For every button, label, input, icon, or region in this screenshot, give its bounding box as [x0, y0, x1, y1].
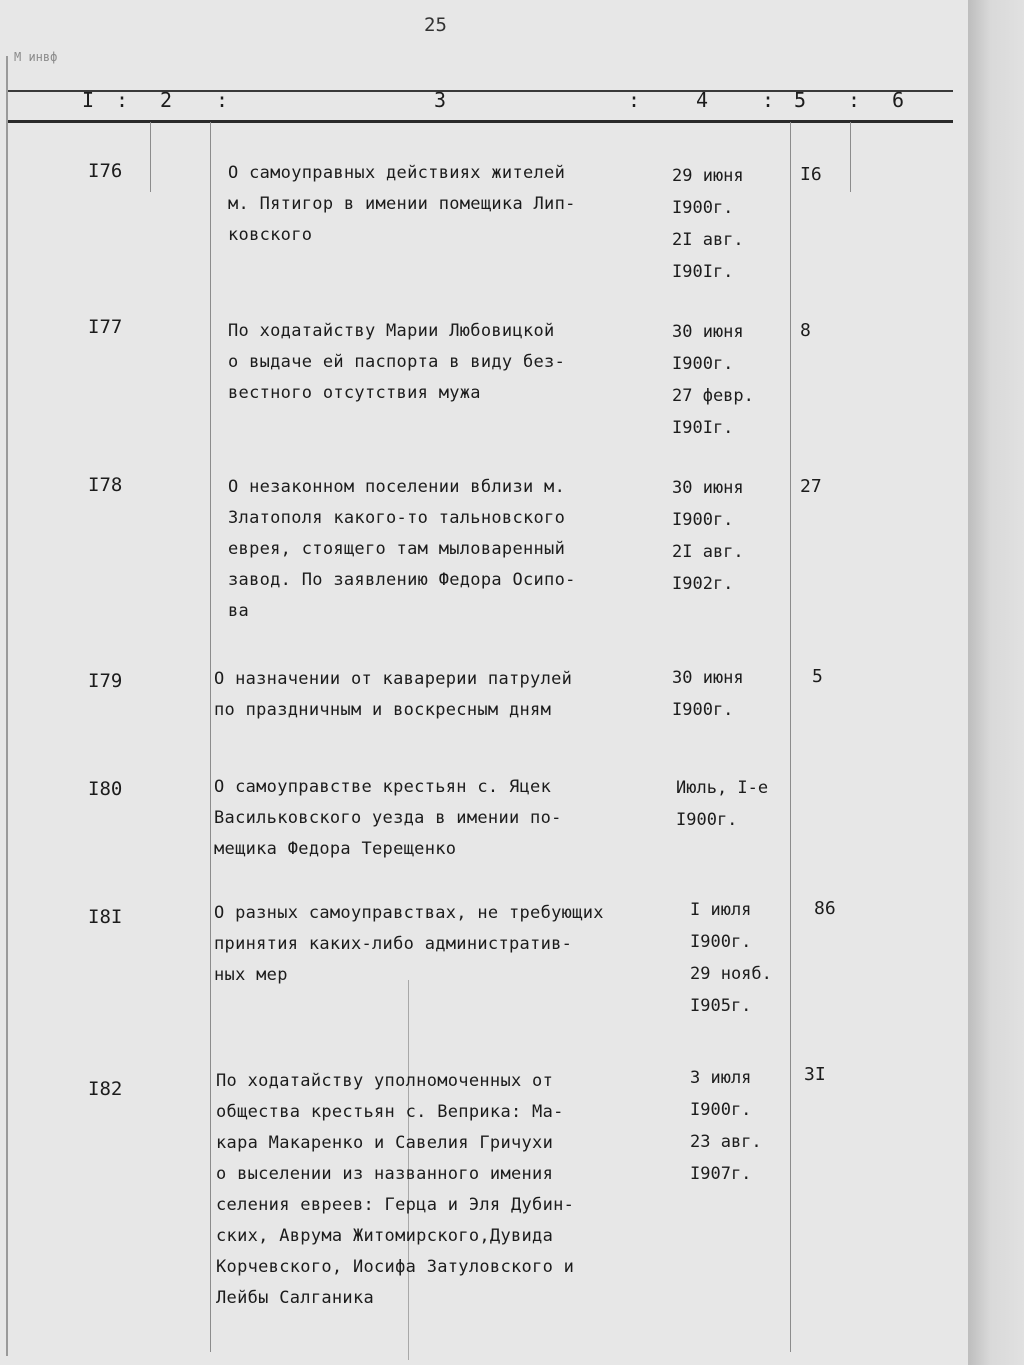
record-date: 29 июня: [672, 166, 744, 186]
record-date: 3 июля: [690, 1068, 752, 1088]
header-sep: :: [216, 88, 229, 112]
record-date: 30 июня: [672, 478, 744, 498]
column-divider: [850, 122, 851, 192]
record-title-line: кара Макаренко и Савелия Гричухи: [216, 1133, 554, 1153]
header-sep: :: [116, 88, 129, 112]
header-sep: :: [628, 88, 641, 112]
record-date: 2I авг.: [672, 230, 744, 250]
record-date: 30 июня: [672, 668, 744, 688]
header-col-3: 3: [434, 88, 447, 112]
record-sheet-count: 27: [800, 476, 822, 497]
record-title-line: О назначении от каварерии патрулей: [214, 669, 573, 689]
record-date: I90Iг.: [672, 262, 734, 282]
record-date: I902г.: [672, 574, 734, 594]
record-title-line: Златополя какого-то тальновского: [228, 508, 566, 528]
record-date: I июля: [690, 900, 752, 920]
record-date: I900г.: [672, 354, 734, 374]
record-title-line: По ходатайству уполномоченных от: [216, 1071, 554, 1091]
record-sheet-count: I6: [800, 164, 822, 185]
record-title-line: О незаконном поселении вблизи м.: [228, 477, 566, 497]
record-number: I77: [88, 316, 123, 338]
record-title-line: О самоуправстве крестьян с. Яцек: [214, 777, 552, 797]
record-title-line: еврея, стоящего там мыловаренный: [228, 539, 566, 559]
record-sheet-count: 8: [800, 320, 811, 341]
record-date: I900г.: [676, 810, 738, 830]
record-date: I900г.: [690, 1100, 752, 1120]
record-date: I907г.: [690, 1164, 752, 1184]
record-date: 30 июня: [672, 322, 744, 342]
record-date: I90Iг.: [672, 418, 734, 438]
record-number: I78: [88, 474, 123, 496]
record-title-line: о выдаче ей паспорта в виду без-: [228, 352, 566, 372]
next-page-edge: [968, 0, 1024, 1365]
record-title-line: Корчевского, Иосифа Затуловского и: [216, 1257, 575, 1277]
record-number: I76: [88, 160, 123, 182]
record-title-line: О разных самоуправствах, не требующих: [214, 903, 604, 923]
record-date: I900г.: [672, 198, 734, 218]
record-title-line: О самоуправных действиях жителей: [228, 163, 566, 183]
column-divider: [790, 122, 791, 1352]
record-title-line: завод. По заявлению Федора Осипо-: [228, 570, 576, 590]
record-title-line: общества крестьян с. Веприка: Ма-: [216, 1102, 564, 1122]
record-title-line: По ходатайству Марии Любовицкой: [228, 321, 555, 341]
corner-note: М инвф: [14, 50, 58, 64]
header-sep: :: [848, 88, 861, 112]
record-title-line: селения евреев: Герца и Эля Дубин-: [216, 1195, 575, 1215]
record-date: I900г.: [672, 700, 734, 720]
record-title-line: ва: [228, 601, 250, 621]
record-number: I8I: [88, 906, 123, 928]
record-date: I900г.: [690, 932, 752, 952]
record-date: 23 авг.: [690, 1132, 762, 1152]
header-sep: :: [762, 88, 775, 112]
record-title-line: Лейбы Салганика: [216, 1288, 375, 1308]
column-header-row: [0, 88, 968, 118]
record-title-line: ских, Аврума Житомирского,Дувида: [216, 1226, 554, 1246]
record-title-line: по праздничным и воскресным дням: [214, 700, 552, 720]
record-title-line: м. Пятигор в имении помещика Лип-: [228, 194, 576, 214]
header-col-4: 4: [696, 88, 709, 112]
page-number: 25: [424, 14, 447, 36]
bleed-through-text: [210, 256, 682, 287]
record-sheet-count: 3I: [804, 1064, 826, 1085]
record-title-line: Васильковского уезда в имении по-: [214, 808, 562, 828]
record-title-line: о выселении из названного имения: [216, 1164, 554, 1184]
header-col-5: 5: [794, 88, 807, 112]
record-number: I79: [88, 670, 123, 692]
record-title-line: ковского: [228, 225, 313, 245]
record-date: I900г.: [672, 510, 734, 530]
record-date: 2I авг.: [672, 542, 744, 562]
record-date: 29 нояб.: [690, 964, 772, 984]
record-date: Июль, I-е: [676, 778, 769, 798]
record-title-line: принятия каких-либо административ-: [214, 934, 573, 954]
margin-line: [6, 56, 8, 1356]
record-date: 27 февр.: [672, 386, 754, 406]
record-sheet-count: 86: [814, 898, 836, 919]
record-title-line: вестного отсутствия мужа: [228, 383, 481, 403]
record-title-line: мещика Федора Терещенко: [214, 839, 457, 859]
header-col-6: 6: [892, 88, 905, 112]
record-sheet-count: 5: [812, 666, 823, 687]
column-divider: [150, 122, 151, 192]
column-divider: [210, 122, 211, 1352]
header-col-2: 2: [160, 88, 173, 112]
record-title-line: ных мер: [214, 965, 288, 985]
record-date: I905г.: [690, 996, 752, 1016]
record-number: I82: [88, 1078, 123, 1100]
record-number: I80: [88, 778, 123, 800]
header-col-1: I: [82, 88, 95, 112]
